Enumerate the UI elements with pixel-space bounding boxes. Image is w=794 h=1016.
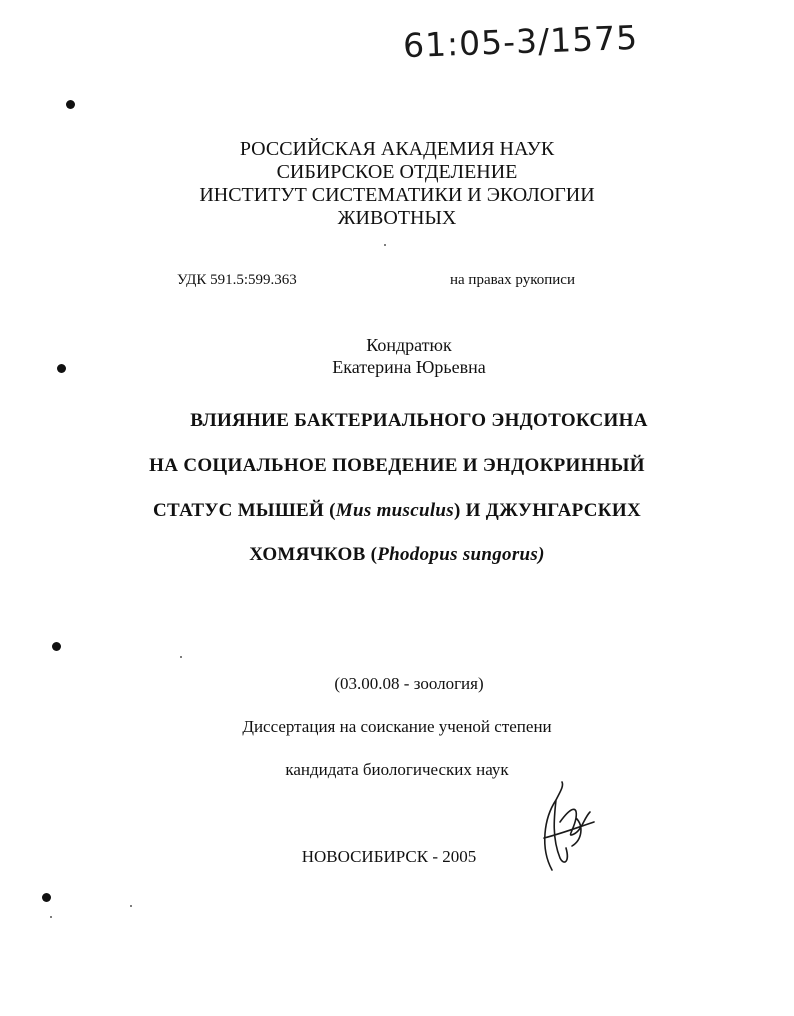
binding-hole-mark (42, 893, 51, 902)
title-line-3-end: ) И ДЖУНГАРСКИХ (453, 500, 641, 521)
scan-speck (130, 905, 132, 907)
institution-header (0, 138, 794, 230)
rights-note: на правах рукописи (450, 272, 575, 288)
org-line-institute-cont: ЖИВОТНЫХ (337, 207, 457, 229)
title-line-4-start: ХОМЯЧКОВ ( (249, 544, 378, 565)
title-line-1: ВЛИЯНИЕ БАКТЕРИАЛЬНОГО ЭНДОТОКСИНА (190, 410, 648, 431)
scan-speck (384, 244, 386, 246)
title-line-2: НА СОЦИАЛЬНОЕ ПОВЕДЕНИЕ И ЭНДОКРИННЫЙ (149, 455, 645, 476)
title-line-3 (0, 500, 794, 522)
handwritten-signature (530, 778, 610, 878)
binding-hole-mark (52, 642, 61, 651)
degree-line-1: Диссертация на соискание ученой степени (242, 717, 552, 736)
author-surname: Кондратюк (366, 335, 452, 355)
specialty-code: (03.00.08 - зоология) (334, 674, 484, 693)
org-line-academy: РОССИЙСКАЯ АКАДЕМИЯ НАУК (239, 138, 555, 160)
archive-number-handwritten: 61:05-3/1575 (402, 17, 639, 66)
scan-speck (50, 916, 52, 918)
author-block (12, 334, 794, 378)
latin-name-hamster: Phodopus sungorus) (377, 544, 545, 565)
title-line-3-start: СТАТУС МЫШЕЙ ( (153, 500, 336, 521)
udk-code: УДК 591.5:599.363 (177, 272, 297, 288)
binding-hole-mark (66, 100, 75, 109)
org-line-institute: ИНСТИТУТ СИСТЕМАТИКИ И ЭКОЛОГИИ (199, 184, 595, 206)
author-name: Екатерина Юрьевна (332, 357, 486, 377)
city-year: НОВОСИБИРСК - 2005 (301, 847, 477, 866)
title-line-4 (0, 544, 794, 566)
degree-line-2: кандидата биологических наук (285, 760, 509, 779)
latin-name-mouse: Mus musculus (335, 500, 454, 521)
scan-speck (180, 656, 182, 658)
org-line-branch: СИБИРСКОЕ ОТДЕЛЕНИЕ (276, 161, 518, 183)
